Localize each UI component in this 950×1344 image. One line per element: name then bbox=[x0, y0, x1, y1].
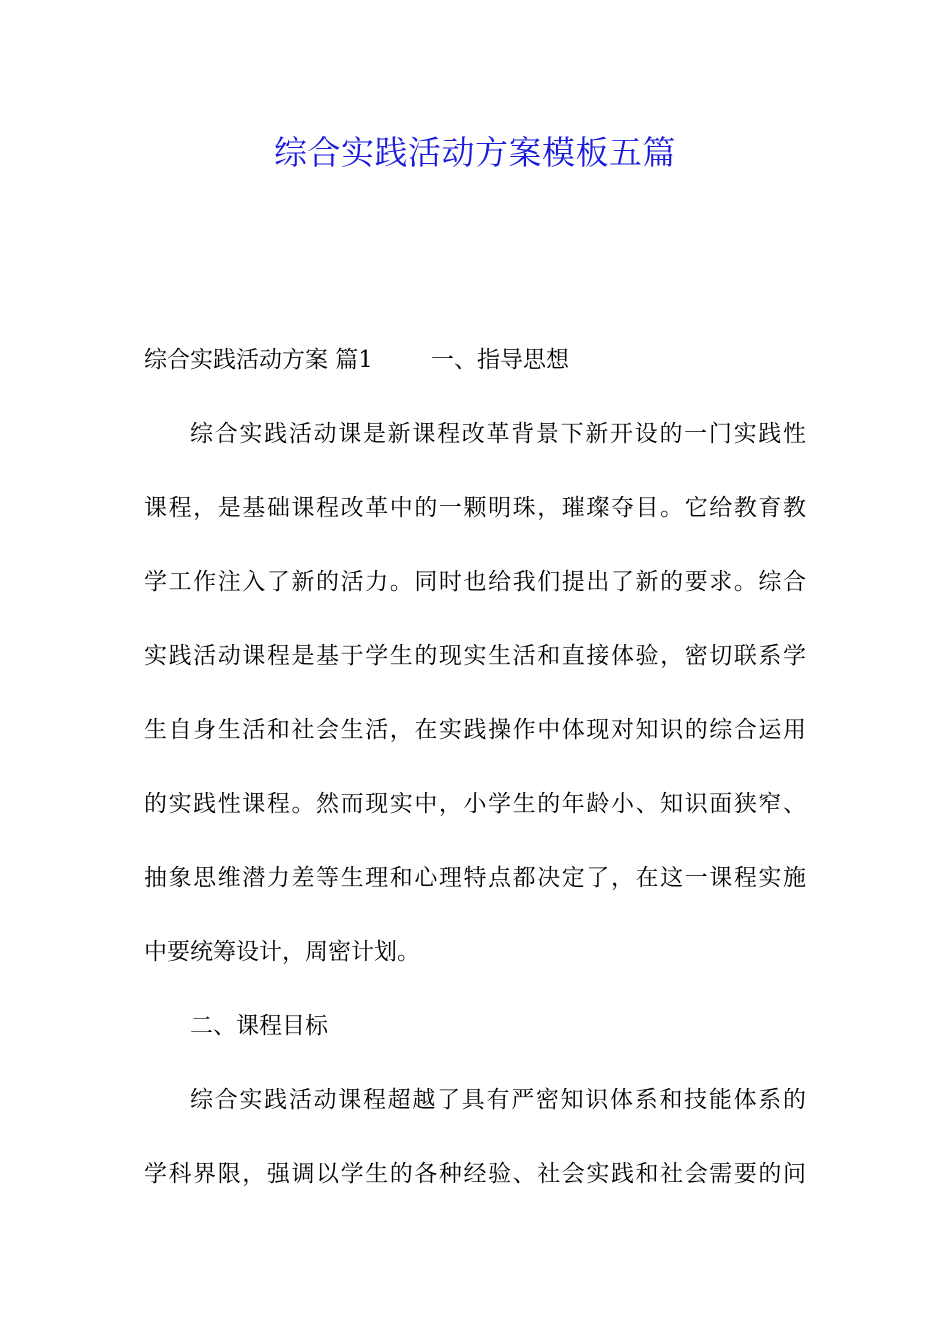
section-label: 综合实践活动方案 篇1 bbox=[144, 347, 373, 373]
paragraph-line: 学工作注入了新的活力。同时也给我们提出了新的要求。综合 bbox=[144, 569, 806, 595]
paragraph-line: 综合实践活动课程超越了具有严密知识体系和技能体系的 bbox=[190, 1087, 806, 1113]
paragraph-line: 抽象思维潜力差等生理和心理特点都决定了，在这一课程实施 bbox=[144, 865, 806, 891]
paragraph-line: 的实践性课程。然而现实中，小学生的年龄小、知识面狭窄、 bbox=[144, 791, 806, 817]
paragraph-line: 生自身生活和社会生活，在实践操作中体现对知识的综合运用 bbox=[144, 717, 806, 743]
section-heading-line bbox=[144, 336, 806, 410]
paragraph-line: 课程，是基础课程改革中的一颗明珠，璀璨夺目。它给教育教 bbox=[144, 495, 806, 521]
document-title: 综合实践活动方案模板五篇 bbox=[274, 133, 676, 172]
paragraph-line: 实践活动课程是基于学生的现实生活和直接体验，密切联系学 bbox=[144, 643, 806, 669]
heading-guiding-ideology: 一、指导思想 bbox=[430, 347, 569, 373]
heading-course-goals: 二、课程目标 bbox=[190, 1013, 328, 1039]
paragraph-line: 综合实践活动课是新课程改革背景下新开设的一门实践性 bbox=[190, 421, 806, 447]
document-body bbox=[144, 336, 806, 1224]
paragraph-line: 学科界限，强调以学生的各种经验、社会实践和社会需要的问 bbox=[144, 1161, 806, 1187]
paragraph-line: 中要统筹设计，周密计划。 bbox=[144, 939, 420, 965]
